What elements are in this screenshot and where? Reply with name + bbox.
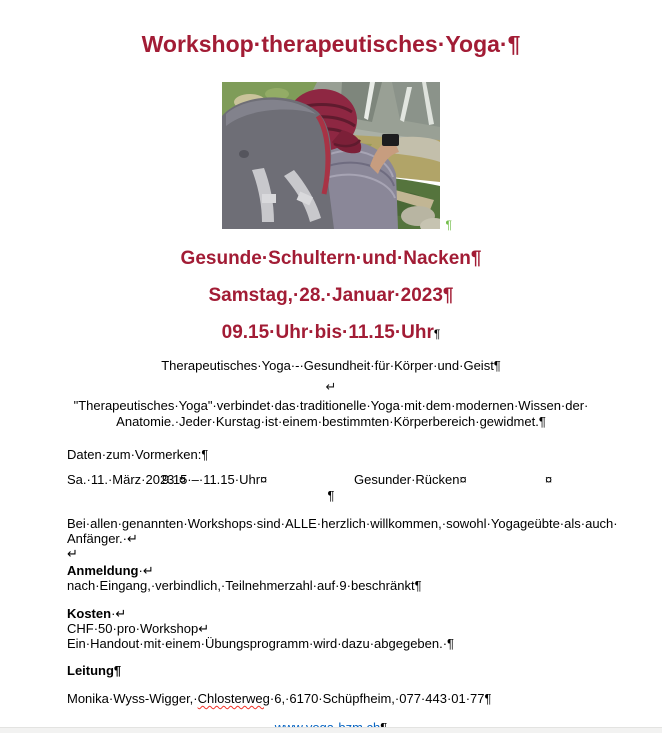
line-break-mark: ·↵ <box>111 606 127 621</box>
dates-cell-time: 9.15·–·11.15·Uhr¤ <box>162 472 268 487</box>
dates-cell-empty-mark: ¤ <box>545 472 553 487</box>
alpine-photo-illustration <box>222 82 440 229</box>
contact-before: Monika·Wyss-Wigger,· <box>67 691 198 706</box>
section-kosten <box>0 606 662 651</box>
heading-time-text: 09.15·Uhr·bis·11.15·Uhr <box>221 322 434 343</box>
anmeldung-label-text: Anmeldung <box>67 563 139 578</box>
section-anmeldung <box>0 563 662 593</box>
intro-line: Therapeutisches·Yoga·-·Gesundheit·für·Körper·und·Geist¶ <box>161 358 501 373</box>
image-paragraph-mark: ¶ <box>445 218 452 232</box>
paragraph-mark: ¶ <box>327 488 335 503</box>
dates-cell-topic: Gesunder·Rücken¤ <box>354 472 467 487</box>
intro-quote-line2: Anatomie.·Jeder·Kurstag·ist·einem·bestimmten·Körperbereich·gewidmet.¶ <box>116 414 546 429</box>
paragraph-mark: ¶ <box>433 327 441 341</box>
contact-line <box>0 691 662 706</box>
anmeldung-body: nach·Eingang,·verbindlich,·Teilnehmerzahl·auf·9·beschränkt¶ <box>67 578 422 593</box>
dates-table-row <box>0 472 662 487</box>
line-break-mark: ↵ <box>67 546 78 561</box>
kosten-label <box>67 606 622 621</box>
page-bottom-edge <box>0 727 662 733</box>
intro-quote-line1: "Therapeutisches·Yoga"·verbindet·das·traditionelle·Yoga·mit·dem·modernen·Wissen·der· <box>73 398 589 413</box>
kosten-label-text: Kosten <box>67 606 112 621</box>
welcome-line2: Anfänger.·↵ <box>67 531 138 546</box>
contact-after: ·6,·6170·Schüpfheim,·077·443·01·77¶ <box>269 691 492 706</box>
heading-topic: Gesunde·Schultern·und·Nacken¶ <box>180 248 482 269</box>
kosten-line2: Ein·Handout·mit·einem·Übungsprogramm·wird·dazu·abgegeben.·¶ <box>67 636 455 651</box>
heading-date: Samstag,·28.·Januar·2023¶ <box>208 285 454 306</box>
kosten-line1: CHF·50·pro·Workshop↵ <box>67 621 210 636</box>
anmeldung-label <box>67 563 622 578</box>
dates-label: Daten·zum·Vormerken:¶ <box>67 447 209 462</box>
heading-time <box>0 323 662 344</box>
line-break-mark: ↵ <box>325 379 337 394</box>
dates-cell-date: Sa.·11.·März·2023·¤ <box>67 472 186 487</box>
leitung-label: Leitung¶ <box>67 663 122 678</box>
welcome-paragraph <box>0 516 662 561</box>
line-break-mark: ·↵ <box>138 563 154 578</box>
misspelled-word: Chlosterweg <box>197 691 270 706</box>
workshop-photo <box>222 82 452 232</box>
intro-quote <box>0 398 662 430</box>
document-title: Workshop·therapeutisches·Yoga·¶ <box>141 31 521 57</box>
welcome-line1: Bei·allen·genannten·Workshops·sind·ALLE·herzlich·willkommen,·sowohl·Yogageübte·als·auch· <box>67 516 618 531</box>
